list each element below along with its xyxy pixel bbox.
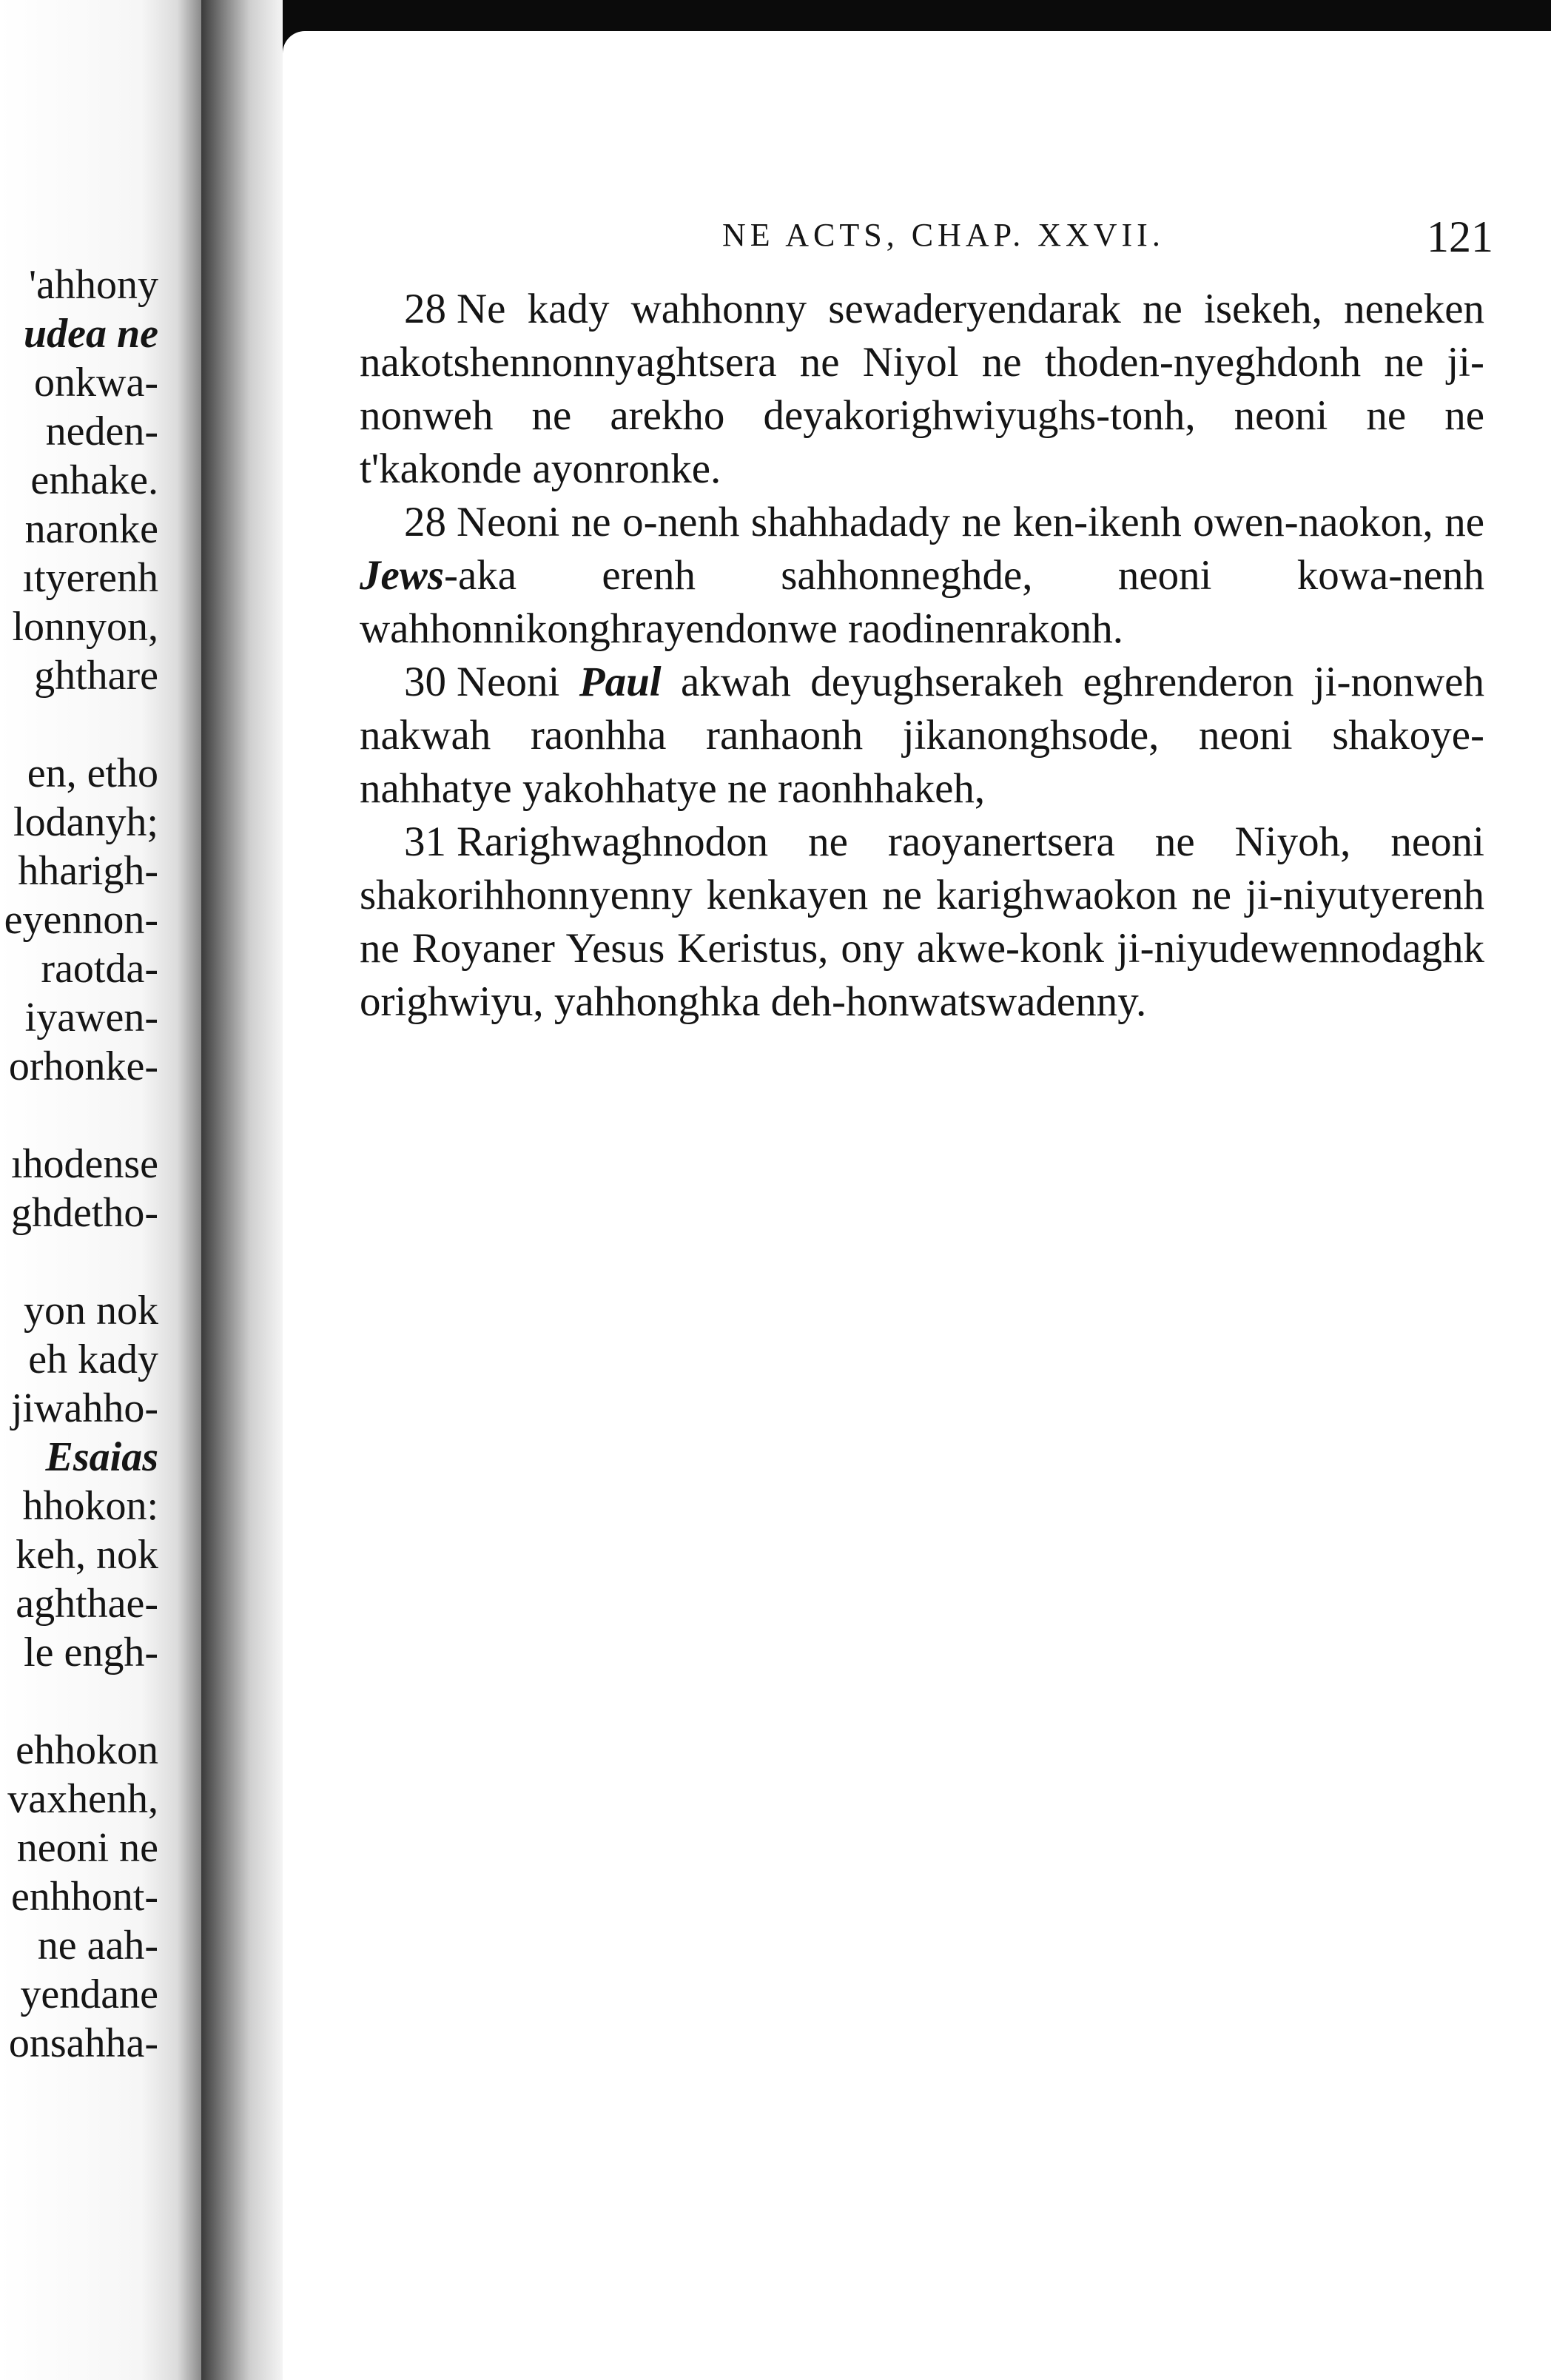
facing-line: hhokon: bbox=[22, 1483, 158, 1529]
facing-line: jiwahho- bbox=[10, 1385, 158, 1431]
verse-italic-word: Paul bbox=[579, 659, 662, 705]
facing-line: ne aah- bbox=[37, 1923, 158, 1969]
verse bbox=[360, 283, 1484, 496]
facing-line: ghdetho- bbox=[10, 1190, 158, 1236]
facing-line: enhake. bbox=[30, 457, 158, 503]
verse-number: 31 bbox=[404, 818, 446, 865]
verse-number: 30 bbox=[404, 659, 446, 705]
facing-line: eyennon- bbox=[4, 897, 158, 943]
facing-line: lodanyh; bbox=[13, 799, 158, 845]
facing-line: aghthae- bbox=[16, 1581, 158, 1627]
running-head: NE ACTS, CHAP. XXVII. bbox=[722, 217, 1165, 253]
verse-text: -aka erenh sahhonneghde, neoni kowa-nenh wahhonnikonghrayendonwe raodinenrakonh. bbox=[360, 552, 1484, 652]
facing-page-text bbox=[4, 260, 158, 2068]
facing-line: onkwa- bbox=[34, 360, 158, 406]
facing-line: ıhodense bbox=[10, 1141, 158, 1187]
verse-number: 28 bbox=[404, 499, 446, 545]
facing-line: yendane bbox=[20, 1971, 158, 2017]
verse bbox=[360, 656, 1484, 816]
facing-line-gap bbox=[4, 1091, 158, 1140]
facing-line: yon nok bbox=[24, 1288, 158, 1334]
facing-line: iyawen- bbox=[24, 995, 158, 1041]
facing-line: naronke bbox=[24, 506, 158, 552]
verse-text: Neoni bbox=[457, 659, 579, 705]
verse-text: Neoni ne o-nenh shahhadady ne ken-ikenh owen-naokon, ne bbox=[457, 499, 1484, 545]
facing-line: ehhokon bbox=[16, 1727, 158, 1773]
facing-line-gap bbox=[4, 1237, 158, 1286]
verse-text: akwah deyughserakeh eghrenderon ji-nonweh nakwah raonhha ranhaonh jikanonghsode, neoni shakoye-nahhatye yakohhatye ne raonhhakeh, bbox=[360, 659, 1484, 812]
verse-text: Ne kady wahhonny sewaderyendarak ne isekeh, neneken nakotshennonnyaghtsera ne Niyol ne thoden-nyeghdonh ne ji-nonweh ne arekho deyakorighwiyughs-tonh, neoni ne ne t'kakonde ayonronke. bbox=[360, 286, 1484, 492]
facing-line: orhonke- bbox=[8, 1043, 158, 1089]
facing-line: lonnyon, bbox=[12, 604, 158, 650]
facing-line: neden- bbox=[45, 409, 158, 454]
verse-text: Rarighwaghnodon ne raoyanertsera ne Niyoh, neoni shakorihhonnyenny kenkayen ne karighwaokon ne ji-niyutyerenh ne Royaner Yesus Keristus, ony akwe-konk ji-niyudewennodaghk orighwiyu, yahhonghka deh-honwatswadenny. bbox=[360, 818, 1484, 1025]
facing-line: en, etho bbox=[27, 750, 158, 796]
verse bbox=[360, 496, 1484, 656]
verse-italic-word: Jews bbox=[360, 552, 444, 599]
facing-line: udea ne bbox=[24, 311, 158, 357]
facing-line: Esaias bbox=[45, 1434, 158, 1480]
facing-line: enhhont- bbox=[10, 1874, 158, 1920]
facing-line: keh, nok bbox=[16, 1532, 158, 1578]
facing-line-gap bbox=[4, 1677, 158, 1726]
book-gutter bbox=[201, 0, 283, 2380]
facing-line: le engh- bbox=[24, 1630, 158, 1675]
page-number: 121 bbox=[1427, 212, 1493, 261]
facing-line: raotda- bbox=[41, 946, 158, 992]
facing-line: eh kady bbox=[28, 1337, 158, 1382]
verse bbox=[360, 816, 1484, 1029]
verse-number: 28 bbox=[404, 286, 446, 332]
facing-line: ıtyerenh bbox=[22, 555, 158, 601]
facing-line: vaxhenh, bbox=[7, 1776, 158, 1822]
facing-line: 'ahhony bbox=[29, 262, 158, 308]
facing-line: onsahha- bbox=[8, 2020, 158, 2066]
book-page bbox=[283, 31, 1551, 2380]
facing-line-gap bbox=[4, 700, 158, 749]
facing-page bbox=[0, 0, 201, 2380]
facing-line: ghthare bbox=[34, 653, 158, 699]
page-body bbox=[360, 283, 1484, 1029]
facing-line: hharigh- bbox=[18, 848, 158, 894]
facing-line: neoni ne bbox=[16, 1825, 158, 1871]
